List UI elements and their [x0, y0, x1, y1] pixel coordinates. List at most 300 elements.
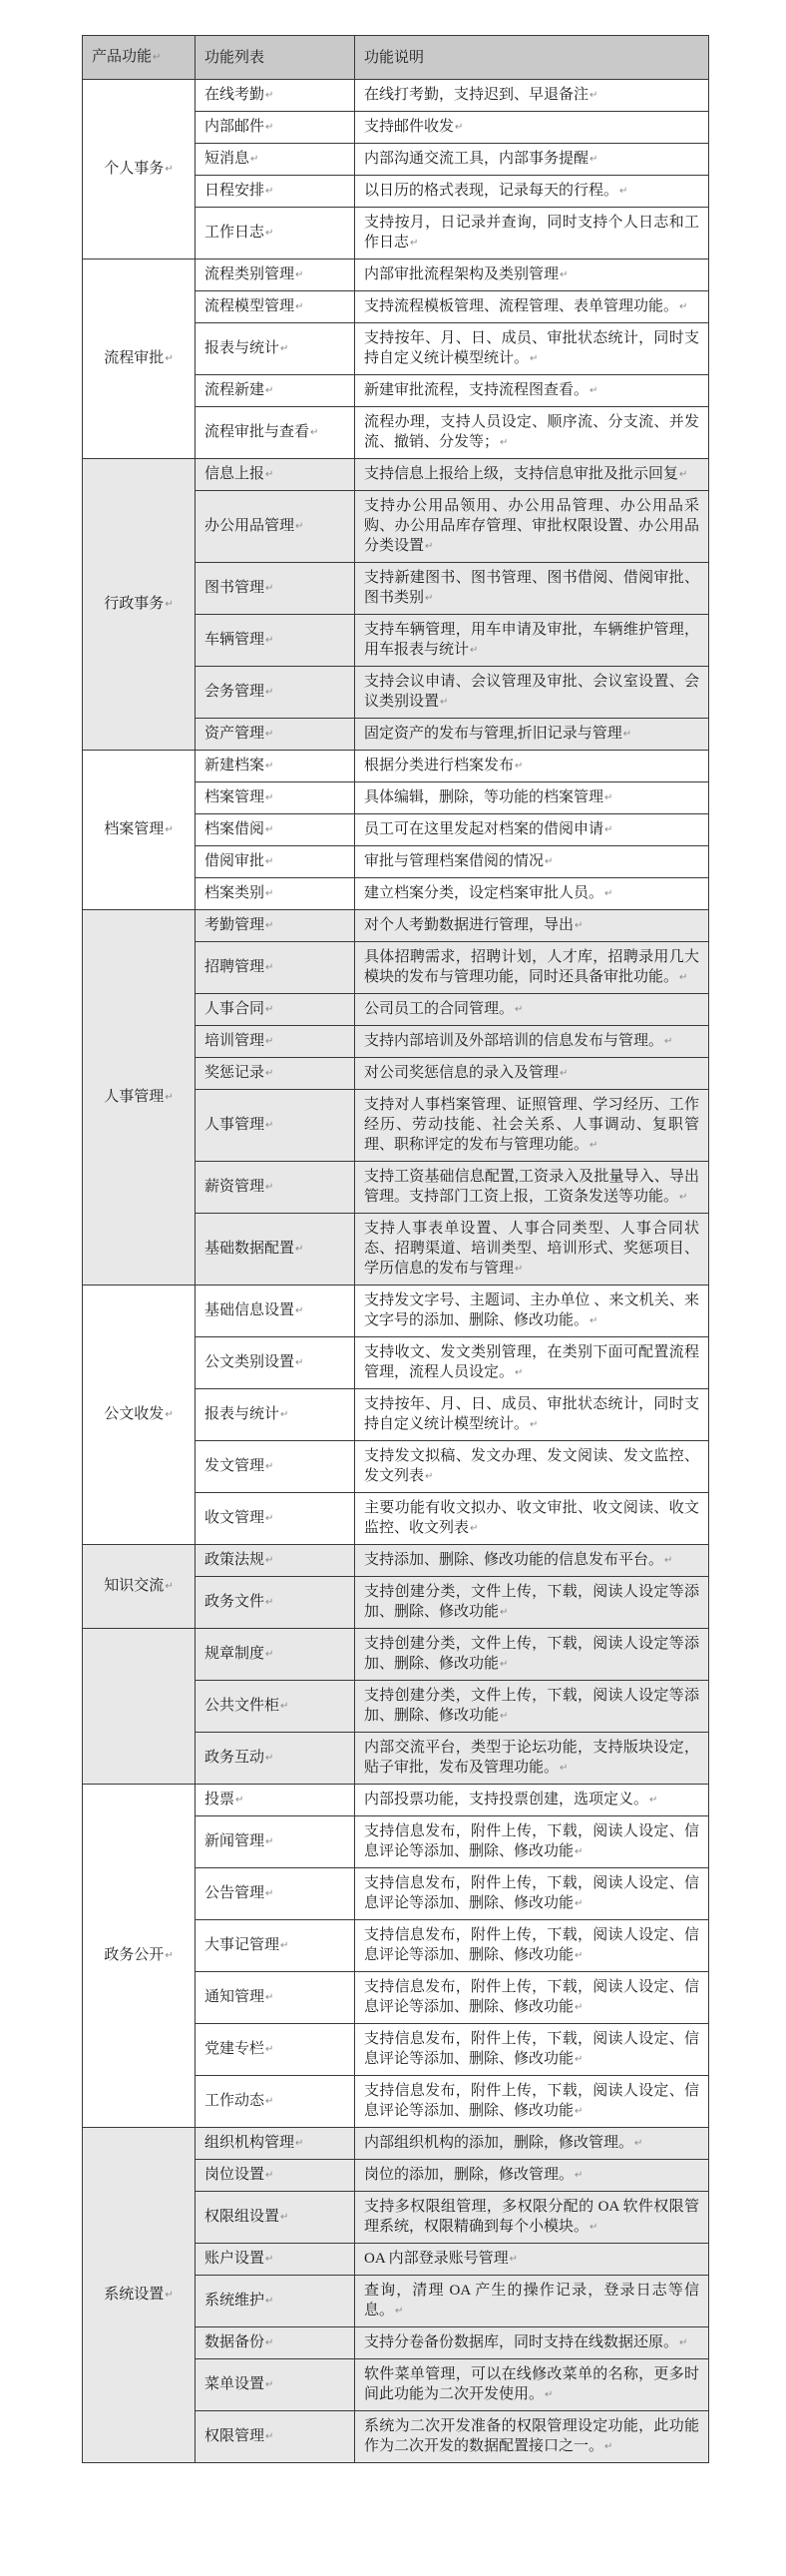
feature-label: 基础数据配置: [204, 1241, 295, 1257]
feature-label: 权限组设置: [204, 2209, 280, 2225]
paragraph-mark: ↵: [295, 2138, 304, 2149]
table-row: [83, 2128, 709, 2160]
paragraph-mark: ↵: [265, 635, 274, 646]
feature-label: 流程审批与查看: [204, 424, 310, 440]
table-row: [83, 1629, 709, 1681]
paragraph-mark: ↵: [560, 1068, 569, 1079]
feature-description: 支持信息发布，附件上传，下载，阅读人设定、信息评论等添加、删除、修改功能: [364, 1875, 699, 1911]
feature-label: 公共文件柜: [204, 1698, 280, 1714]
desc-cell: [355, 144, 709, 176]
feature-label: 薪资管理: [204, 1179, 265, 1195]
paragraph-mark: ↵: [280, 343, 289, 354]
feature-cell: [196, 2359, 355, 2411]
paragraph-mark: ↵: [265, 186, 274, 197]
desc-cell: [355, 910, 709, 942]
desc-cell: [355, 2024, 709, 2076]
feature-description: 支持办公用品领用、办公用品管理、办公用品采购、办公用品库存管理、审批权限设置、办公用品分类设置: [364, 498, 699, 554]
desc-cell: [355, 112, 709, 144]
paragraph-mark: ↵: [295, 1357, 304, 1368]
table-row: [83, 910, 709, 942]
group-cell: [83, 1286, 196, 1545]
feature-cell: [196, 846, 355, 878]
paragraph-mark: ↵: [619, 186, 628, 197]
paragraph-mark: ↵: [265, 385, 274, 396]
feature-description: 员工可在这里发起对档案的借阅申请: [364, 821, 604, 837]
feature-label: 收文管理: [204, 1510, 265, 1526]
desc-cell: [355, 2276, 709, 2327]
paragraph-mark: ↵: [679, 2337, 688, 2348]
paragraph-mark: ↵: [575, 2170, 584, 2181]
paragraph-mark: ↵: [679, 972, 688, 983]
feature-description: 对个人考勤数据进行管理，导出: [364, 917, 575, 933]
feature-label: 流程新建: [204, 382, 265, 398]
feature-cell: [196, 719, 355, 751]
paragraph-mark: ↵: [425, 1471, 434, 1482]
paragraph-mark: ↵: [590, 154, 598, 165]
paragraph-mark: ↵: [265, 469, 274, 480]
table-header: [83, 36, 709, 80]
paragraph-mark: ↵: [265, 888, 274, 899]
feature-label: 政策法规: [204, 1552, 265, 1568]
feature-cell: [196, 407, 355, 459]
feature-cell: [196, 782, 355, 814]
paragraph-mark: ↵: [575, 1898, 584, 1909]
feature-description: 具体招聘需求，招聘计划，人才库，招聘录用几大模块的发布与管理功能，同时还具备审批功能。: [364, 949, 699, 985]
feature-label: 公告管理: [204, 1885, 265, 1901]
paragraph-mark: ↵: [515, 1367, 524, 1378]
paragraph-mark: ↵: [280, 1940, 289, 1951]
paragraph-mark: ↵: [265, 583, 274, 594]
paragraph-mark: ↵: [295, 301, 304, 312]
header-product-function-label: 产品功能: [92, 49, 153, 65]
desc-cell: [355, 176, 709, 208]
feature-description: 内部沟通交流工具，内部事务提醒: [364, 151, 590, 167]
feature-label: 岗位设置: [204, 2167, 265, 2183]
feature-label: 内部邮件: [204, 119, 265, 135]
feature-description: 支持添加、删除、修改功能的信息发布平台。: [364, 1552, 664, 1568]
feature-label: 档案类别: [204, 885, 265, 901]
paragraph-mark: ↵: [295, 521, 304, 532]
paragraph-mark: ↵: [265, 729, 274, 740]
paragraph-mark: ↵: [265, 1888, 274, 1899]
feature-description: 支持会议申请、会议管理及审批、会议室设置、会议类别设置: [364, 674, 699, 710]
paragraph-mark: ↵: [515, 761, 524, 772]
desc-cell: [355, 2327, 709, 2359]
desc-cell: [355, 719, 709, 751]
desc-cell: [355, 814, 709, 846]
desc-cell: [355, 2076, 709, 2128]
desc-cell: [355, 2128, 709, 2160]
paragraph-mark: ↵: [265, 687, 274, 698]
paragraph-mark: ↵: [280, 1701, 289, 1712]
header-function-list-label: 功能列表: [204, 49, 265, 66]
group-label: 行政事务: [104, 596, 165, 612]
desc-cell: [355, 1972, 709, 2024]
feature-label: 短消息: [204, 151, 250, 167]
paragraph-mark: ↵: [265, 1068, 274, 1079]
feature-label: 人事合同: [204, 1001, 265, 1017]
paragraph-mark: ↵: [165, 824, 174, 835]
desc-cell: [355, 1920, 709, 1972]
feature-cell: [196, 1733, 355, 1785]
feature-cell: [196, 1337, 355, 1389]
feature-cell: [196, 80, 355, 112]
paragraph-mark: ↵: [295, 269, 304, 280]
table-row: [83, 459, 709, 491]
paragraph-mark: ↵: [265, 1649, 274, 1660]
paragraph-mark: ↵: [664, 1555, 673, 1566]
feature-description: 固定资产的发布与管理,折旧记录与管理: [364, 726, 622, 742]
paragraph-mark: ↵: [265, 2379, 274, 2390]
paragraph-mark: ↵: [265, 1513, 274, 1524]
paragraph-mark: ↵: [590, 385, 598, 396]
desc-cell: [355, 1090, 709, 1162]
feature-label: 新闻管理: [204, 1833, 265, 1849]
feature-label: 基础信息设置: [204, 1302, 295, 1318]
paragraph-mark: ↵: [165, 1092, 174, 1103]
desc-cell: [355, 1441, 709, 1493]
header-function-list: [196, 36, 355, 80]
paragraph-mark: ↵: [165, 1950, 174, 1961]
feature-description: 支持工资基础信息配置,工资录入及批量导入、导出管理。支持部门工资上报，工资条发送等功能。: [364, 1169, 699, 1205]
header-function-desc-label: 功能说明: [364, 49, 425, 66]
feature-description: 支持按月，日记录并查询，同时支持个人日志和工作日志: [364, 215, 699, 251]
feature-cell: [196, 259, 355, 291]
group-cell: [83, 751, 196, 910]
feature-cell: [196, 910, 355, 942]
group-cell: [83, 1785, 196, 2128]
desc-cell: [355, 615, 709, 667]
paragraph-mark: ↵: [604, 824, 613, 835]
feature-description: 支持发文字号、主题词、主办单位 、来文机关、来文字号的添加、删除、修改功能。: [364, 1292, 699, 1328]
feature-cell: [196, 375, 355, 407]
feature-cell: [196, 751, 355, 782]
group-label: 流程审批: [104, 350, 165, 366]
paragraph-mark: ↵: [575, 2002, 584, 2013]
feature-cell: [196, 994, 355, 1026]
feature-label: 权限管理: [204, 2428, 265, 2444]
paragraph-mark: ↵: [265, 761, 274, 772]
paragraph-mark: ↵: [265, 1836, 274, 1847]
feature-description: 支持新建图书、图书管理、图书借阅、借阅审批、图书类别: [364, 570, 699, 606]
group-cell: [83, 459, 196, 751]
paragraph-mark: ↵: [500, 1659, 509, 1670]
paragraph-mark: ↵: [165, 1409, 174, 1420]
feature-description: 支持信息发布，附件上传，下载，阅读人设定、信息评论等添加、删除、修改功能: [364, 2031, 699, 2067]
feature-cell: [196, 291, 355, 323]
paragraph-mark: ↵: [265, 1753, 274, 1764]
desc-cell: [355, 1026, 709, 1058]
paragraph-mark: ↵: [575, 2054, 584, 2065]
desc-cell: [355, 2244, 709, 2276]
group-cell: [83, 910, 196, 1286]
feature-label: 组织机构管理: [204, 2135, 295, 2151]
paragraph-mark: ↵: [265, 1182, 274, 1193]
header-function-desc: [355, 36, 709, 80]
paragraph-mark: ↵: [265, 2044, 274, 2055]
table-row: [83, 751, 709, 782]
feature-cell: [196, 2327, 355, 2359]
paragraph-mark: ↵: [265, 962, 274, 973]
paragraph-mark: ↵: [515, 1264, 524, 1275]
paragraph-mark: ↵: [560, 1763, 569, 1774]
desc-cell: [355, 782, 709, 814]
paragraph-mark: ↵: [530, 1419, 539, 1430]
group-label: 系统设置: [104, 2287, 165, 2303]
desc-cell: [355, 491, 709, 563]
feature-label: 政务互动: [204, 1750, 265, 1766]
feature-cell: [196, 208, 355, 259]
feature-label: 档案管理: [204, 789, 265, 805]
feature-description: 内部组织机构的添加，删除，修改管理。: [364, 2135, 634, 2151]
feature-cell: [196, 878, 355, 910]
feature-cell: [196, 323, 355, 375]
feature-description: 支持邮件收发: [364, 119, 455, 135]
desc-cell: [355, 2411, 709, 2463]
paragraph-mark: ↵: [545, 2389, 554, 2400]
desc-cell: [355, 751, 709, 782]
feature-label: 通知管理: [204, 1989, 265, 2005]
group-label: 档案管理: [104, 821, 165, 837]
paragraph-mark: ↵: [265, 1555, 274, 1566]
feature-description: 对公司奖惩信息的录入及管理: [364, 1065, 560, 1081]
header-product-function: [83, 36, 196, 80]
paragraph-mark: ↵: [634, 2138, 643, 2149]
desc-cell: [355, 846, 709, 878]
feature-label: 奖惩记录: [204, 1065, 265, 1081]
paragraph-mark: ↵: [500, 1607, 509, 1618]
feature-cell: [196, 1493, 355, 1545]
feature-cell: [196, 1868, 355, 1920]
feature-cell: [196, 1577, 355, 1629]
paragraph-mark: ↵: [575, 1846, 584, 1857]
feature-cell: [196, 112, 355, 144]
feature-cell: [196, 1681, 355, 1733]
feature-description: 支持人事表单设置、人事合同类型、人事合同状态、招聘渠道、培训类型、培训形式、奖惩项目、学历信息的发布与管理: [364, 1221, 699, 1277]
feature-label: 车辆管理: [204, 632, 265, 648]
feature-description: 主要功能有收文拟办、收文审批、收文阅读、收文监控、收文列表: [364, 1500, 699, 1536]
table-body: [83, 80, 709, 2463]
feature-label: 培训管理: [204, 1033, 265, 1049]
paragraph-mark: ↵: [265, 2170, 274, 2181]
desc-cell: [355, 994, 709, 1026]
feature-label: 菜单设置: [204, 2376, 265, 2392]
paragraph-mark: ↵: [265, 920, 274, 931]
feature-description: 以日历的格式表现，记录每天的行程。: [364, 183, 619, 199]
feature-cell: [196, 563, 355, 615]
paragraph-mark: ↵: [455, 122, 464, 133]
paragraph-mark: ↵: [265, 824, 274, 835]
feature-description: 审批与管理档案借阅的情况: [364, 853, 545, 869]
feature-label: 办公用品管理: [204, 518, 295, 534]
feature-cell: [196, 1026, 355, 1058]
paragraph-mark: ↵: [153, 52, 162, 63]
feature-cell: [196, 2411, 355, 2463]
paragraph-mark: ↵: [590, 1315, 598, 1326]
header-row: [83, 36, 709, 80]
paragraph-mark: ↵: [679, 1192, 688, 1203]
feature-cell: [196, 1214, 355, 1286]
feature-cell: [196, 2160, 355, 2192]
paragraph-mark: ↵: [265, 1120, 274, 1131]
paragraph-mark: ↵: [509, 2254, 518, 2265]
feature-description: 内部交流平台，类型于论坛功能，支持版块设定，贴子审批，发布及管理功能。: [364, 1740, 699, 1776]
paragraph-mark: ↵: [310, 427, 319, 438]
feature-description: 支持信息上报给上级，支持信息审批及批示回复: [364, 466, 679, 482]
feature-description: 支持创建分类，文件上传，下载，阅读人设定等添加、删除、修改功能: [364, 1688, 699, 1724]
feature-label: 流程类别管理: [204, 266, 295, 282]
feature-description: 系统为二次开发准备的权限管理设定功能，此功能作为二次开发的数据配置接口之一。: [364, 2418, 699, 2454]
paragraph-mark: ↵: [265, 228, 274, 239]
feature-cell: [196, 2024, 355, 2076]
group-label: 政务公开: [104, 1947, 165, 1963]
paragraph-mark: ↵: [165, 353, 174, 364]
group-cell: [83, 2128, 196, 2463]
paragraph-mark: ↵: [679, 301, 688, 312]
paragraph-mark: ↵: [500, 1711, 509, 1722]
group-cell: [83, 1545, 196, 1629]
paragraph-mark: ↵: [515, 1004, 524, 1015]
paragraph-mark: ↵: [410, 238, 419, 249]
paragraph-mark: ↵: [165, 164, 174, 175]
feature-label: 工作动态: [204, 2093, 265, 2109]
feature-description: OA 内部登录账号管理: [364, 2251, 509, 2267]
desc-cell: [355, 259, 709, 291]
desc-cell: [355, 1868, 709, 1920]
feature-description: 软件菜单管理，可以在线修改菜单的名称，更多时间此功能为二次开发使用。: [364, 2366, 699, 2402]
feature-description: 支持收文、发文类别管理，在类别下面可配置流程管理，流程人员设定。: [364, 1344, 699, 1380]
desc-cell: [355, 1816, 709, 1868]
feature-description: 查询，清理 OA 产生的操作记录，登录日志等信息。: [364, 2283, 699, 2318]
paragraph-mark: ↵: [622, 729, 632, 740]
paragraph-mark: ↵: [265, 1036, 274, 1047]
feature-cell: [196, 1286, 355, 1337]
feature-description: 流程办理，支持人员设定、顺序流、分支流、并发流、撤销、分发等；: [364, 414, 699, 450]
paragraph-mark: ↵: [165, 1581, 174, 1592]
paragraph-mark: ↵: [604, 2441, 613, 2452]
feature-label: 账户设置: [204, 2251, 265, 2267]
feature-label: 日程安排: [204, 183, 265, 199]
group-label: 人事管理: [104, 1089, 165, 1105]
feature-cell: [196, 1162, 355, 1214]
group-label: 公文收发: [104, 1406, 165, 1422]
paragraph-mark: ↵: [575, 1950, 584, 1961]
feature-description: 支持内部培训及外部培训的信息发布与管理。: [364, 1033, 664, 1049]
desc-cell: [355, 667, 709, 719]
paragraph-mark: ↵: [545, 856, 554, 867]
product-features-table: [82, 35, 709, 2463]
feature-description: 岗位的添加，删除，修改管理。: [364, 2167, 575, 2183]
paragraph-mark: ↵: [265, 1597, 274, 1608]
desc-cell: [355, 80, 709, 112]
paragraph-mark: ↵: [265, 792, 274, 803]
paragraph-mark: ↵: [265, 2296, 274, 2307]
table-row: [83, 259, 709, 291]
paragraph-mark: ↵: [265, 90, 274, 101]
feature-description: 建立档案分类，设定档案审批人员。: [364, 885, 604, 901]
feature-description: 根据分类进行档案发布: [364, 758, 515, 773]
desc-cell: [355, 1214, 709, 1286]
feature-description: 支持创建分类，文件上传，下载，阅读人设定等添加、删除、修改功能: [364, 1584, 699, 1620]
paragraph-mark: ↵: [165, 2290, 174, 2301]
desc-cell: [355, 459, 709, 491]
feature-label: 信息上报: [204, 466, 265, 482]
paragraph-mark: ↵: [395, 2306, 404, 2317]
paragraph-mark: ↵: [440, 697, 449, 708]
paragraph-mark: ↵: [470, 645, 479, 656]
feature-description: 在线打考勤，支持迟到、早退备注: [364, 87, 590, 103]
feature-description: 支持流程模板管理、流程管理、表单管理功能。: [364, 298, 679, 314]
feature-cell: [196, 814, 355, 846]
paragraph-mark: ↵: [560, 269, 569, 280]
paragraph-mark: ↵: [590, 2222, 598, 2233]
desc-cell: [355, 291, 709, 323]
feature-label: 规章制度: [204, 1646, 265, 1662]
group-cell: [83, 259, 196, 459]
feature-label: 公文类别设置: [204, 1354, 295, 1370]
feature-description: 支持创建分类，文件上传，下载，阅读人设定等添加、删除、修改功能: [364, 1636, 699, 1672]
feature-cell: [196, 491, 355, 563]
desc-cell: [355, 2359, 709, 2411]
feature-cell: [196, 942, 355, 994]
desc-cell: [355, 1337, 709, 1389]
desc-cell: [355, 1785, 709, 1816]
feature-label: 会务管理: [204, 684, 265, 700]
desc-cell: [355, 1629, 709, 1681]
desc-cell: [355, 1545, 709, 1577]
paragraph-mark: ↵: [500, 437, 509, 448]
feature-cell: [196, 615, 355, 667]
feature-cell: [196, 2128, 355, 2160]
feature-label: 新建档案: [204, 758, 265, 773]
feature-label: 图书管理: [204, 580, 265, 596]
paragraph-mark: ↵: [250, 154, 259, 165]
desc-cell: [355, 1389, 709, 1441]
feature-description: 内部投票功能，支持投票创建，选项定义。: [364, 1792, 649, 1807]
feature-label: 档案借阅: [204, 821, 265, 837]
feature-cell: [196, 2076, 355, 2128]
feature-cell: [196, 1058, 355, 1090]
paragraph-mark: ↵: [679, 469, 688, 480]
paragraph-mark: ↵: [425, 593, 434, 604]
feature-description: 支持对人事档案管理、证照管理、学习经历、工作经历、劳动技能、社会关系、人事调动、复职管理、职称评定的发布与管理功能。: [364, 1097, 699, 1153]
paragraph-mark: ↵: [295, 1244, 304, 1255]
feature-label: 工作日志: [204, 225, 265, 241]
group-cell: [83, 80, 196, 259]
feature-label: 发文管理: [204, 1458, 265, 1474]
feature-description: 内部审批流程架构及类别管理: [364, 266, 560, 282]
paragraph-mark: ↵: [530, 353, 539, 364]
desc-cell: [355, 323, 709, 375]
feature-description: 支持按年、月、日、成员、审批状态统计，同时支持自定义统计模型统计。: [364, 1396, 699, 1432]
paragraph-mark: ↵: [590, 90, 598, 101]
desc-cell: [355, 942, 709, 994]
paragraph-mark: ↵: [265, 1461, 274, 1472]
feature-description: 支持信息发布，附件上传，下载，阅读人设定、信息评论等添加、删除、修改功能: [364, 2083, 699, 2119]
paragraph-mark: ↵: [265, 122, 274, 133]
feature-label: 大事记管理: [204, 1937, 280, 1953]
desc-cell: [355, 1162, 709, 1214]
group-label: 知识交流: [104, 1578, 165, 1594]
desc-cell: [355, 2160, 709, 2192]
feature-cell: [196, 667, 355, 719]
feature-description: 支持信息发布，附件上传，下载，阅读人设定、信息评论等添加、删除、修改功能: [364, 1979, 699, 2015]
group-label: 个人事务: [104, 161, 165, 177]
feature-cell: [196, 1090, 355, 1162]
feature-description: 新建审批流程，支持流程图查看。: [364, 382, 590, 398]
feature-cell: [196, 459, 355, 491]
feature-label: 人事管理: [204, 1117, 265, 1133]
